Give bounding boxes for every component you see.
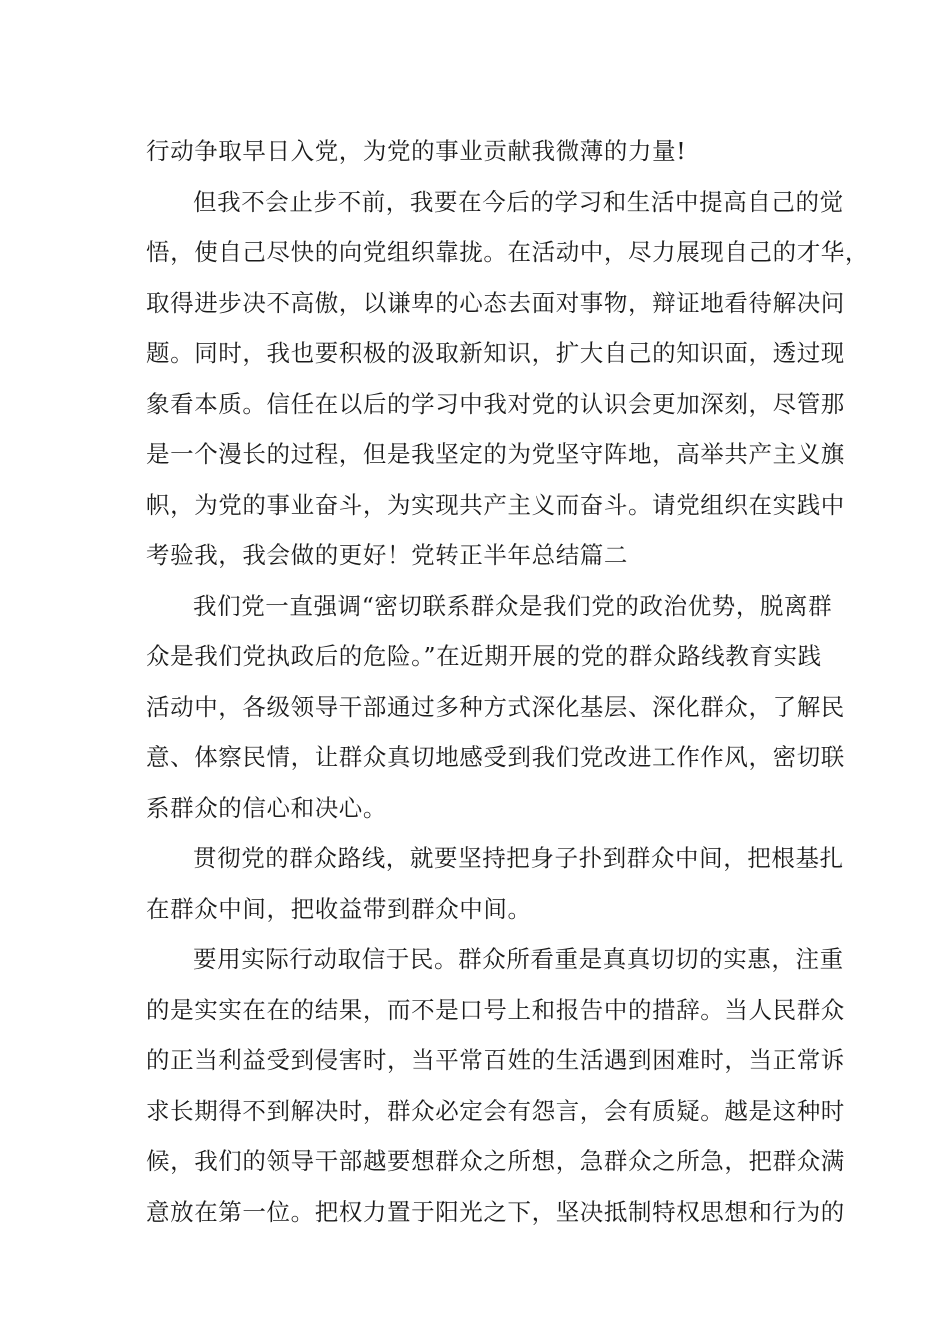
text-line: 悟，使自己尽快的向党组织靠拢。在活动中，尽力展现自己的才华， [146, 238, 869, 266]
text-line: 众是我们党执政后的危险。”在近期开展的党的群众路线教育实践 [146, 642, 822, 670]
text-line: 行动争取早日入党，为党的事业贡献我微薄的力量! [146, 137, 687, 165]
paragraph-start-line: 但我不会止步不前，我要在今后的学习和生活中提高自己的觉 [193, 188, 844, 216]
paragraph-start-line: 贯彻党的群众路线，就要坚持把身子扑到群众中间，把根基扎 [193, 844, 844, 872]
text-line: 意、体察民情，让群众真切地感受到我们党改进工作作风，密切联 [146, 743, 845, 771]
text-line: 的正当利益受到侵害时，当平常百姓的生活遇到困难时，当正常诉 [146, 1046, 845, 1074]
text-line: 象看本质。信任在以后的学习中我对党的认识会更加深刻，尽管那 [146, 390, 845, 418]
paragraph-start-line: 要用实际行动取信于民。群众所看重是真真切切的实惠，注重 [193, 945, 844, 973]
text-line: 是一个漫长的过程，但是我坚定的为党坚守阵地，高举共产主义旗 [146, 440, 845, 468]
paragraph-start-line: 我们党一直强调“密切联系群众是我们党的政治优势，脱离群 [193, 592, 833, 620]
text-line: 意放在第一位。把权力置于阳光之下，坚决抵制特权思想和行为的 [146, 1198, 845, 1226]
text-line: 求长期得不到解决时，群众必定会有怨言，会有质疑。越是这种时 [146, 1097, 845, 1125]
text-line: 活动中，各级领导干部通过多种方式深化基层、深化群众，了解民 [146, 693, 845, 721]
text-line: 候，我们的领导干部越要想群众之所想，急群众之所急，把群众满 [146, 1147, 845, 1175]
text-line: 的是实实在在的结果，而不是口号上和报告中的措辞。当人民群众 [146, 996, 845, 1024]
text-line: 取得进步决不高傲，以谦卑的心态去面对事物，辩证地看待解决问 [146, 289, 845, 317]
text-line: 题。同时，我也要积极的汲取新知识，扩大自己的知识面，透过现 [146, 339, 845, 367]
text-line: 考验我，我会做的更好！党转正半年总结篇二 [146, 541, 628, 569]
text-line: 帜，为党的事业奋斗，为实现共产主义而奋斗。请党组织在实践中 [146, 491, 845, 519]
text-line: 系群众的信心和决心。 [146, 794, 387, 822]
text-line: 在群众中间，把收益带到群众中间。 [146, 895, 532, 923]
